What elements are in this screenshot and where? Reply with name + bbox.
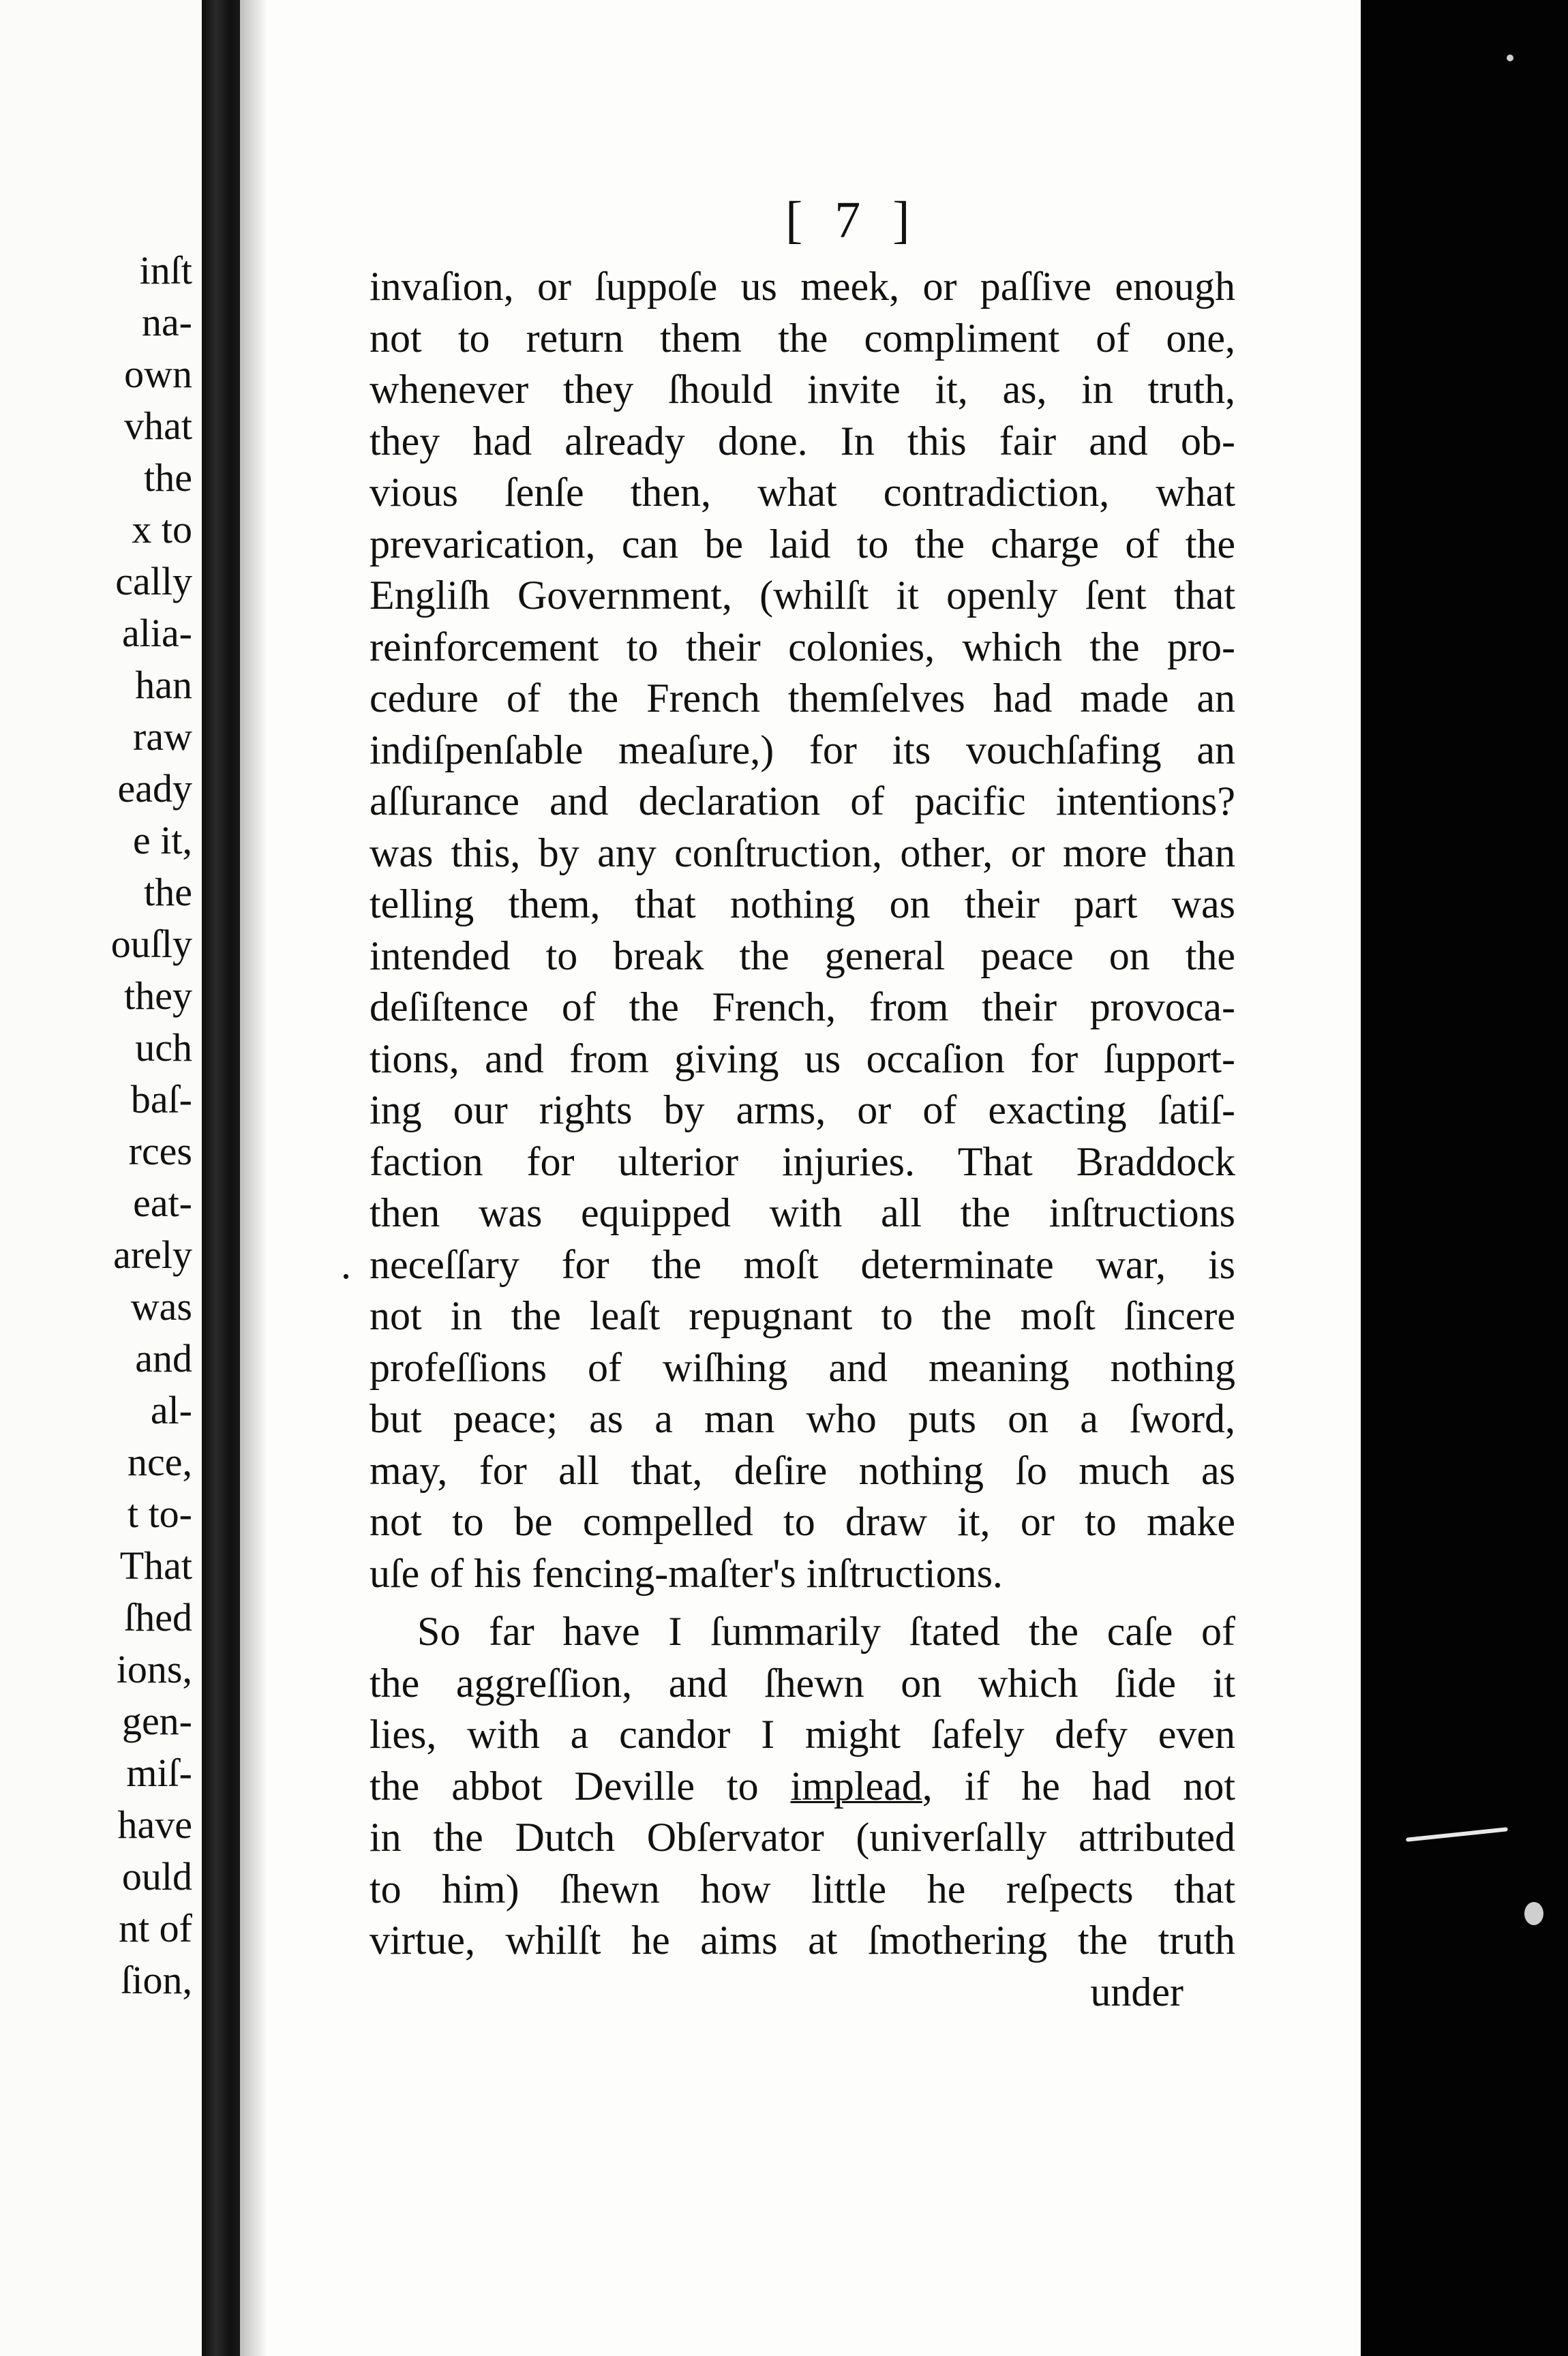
left-page-line: nce, [127,1440,192,1484]
left-page-line: t to- [127,1492,192,1536]
body-text-line: reinforcement to their colonies, which the pro- [370,624,1235,669]
left-page-line: nt of [119,1906,192,1950]
body-text-line: may, for all that, deſire nothing ſo much as [370,1447,1235,1493]
body-text-line: ing our rights by arms, or of exacting ſatiſ- [370,1087,1235,1132]
body-text-line: then was equipped with all the inſtructions [370,1190,1235,1235]
left-page-line: eady [117,766,192,811]
binding-gutter [202,0,243,2356]
left-page-line: and [135,1336,192,1380]
left-page-line: vhat [124,404,192,448]
left-page-line: x to [132,507,192,552]
body-text-line: faction for ulterior injuries. That Braddock [370,1138,1235,1184]
body-text-line: invaſion, or ſuppoſe us meek, or paſſive enough [370,264,1235,309]
left-page-line: na- [141,300,192,344]
body-text-line: virtue, whilſt he aims at ſmothering the truth [370,1918,1235,1963]
body-text-line: indiſpenſable meaſure,) for its vouchſafing an [370,727,1235,772]
body-text-line: intended to break the general peace on the [370,933,1235,978]
body-text-line: neceſſary for the moſt determinate war, is [370,1241,1235,1287]
left-page-line: raw [133,714,192,759]
body-text-line: vious ſenſe then, what contradiction, what [370,470,1235,515]
body-text-line: not in the leaſt repugnant to the moſt ſincere [370,1293,1235,1338]
left-page-line: have [117,1802,192,1847]
left-page-line: the [144,455,192,500]
left-page-line: ſhed [124,1595,192,1640]
left-page-line: rces [128,1129,192,1173]
body-text-line: to him) ſhewn how little he reſpects that [370,1866,1235,1912]
body-text-line: in the Dutch Obſervator (univerſally attributed [370,1815,1235,1860]
book-page [240,0,1361,2356]
margin-mark: . [341,1241,351,1287]
left-page-line: han [135,663,192,707]
page-number: [ 7 ] [785,192,920,249]
left-page-line: ould [121,1854,192,1899]
body-text-line: they had already done. In this fair and ob- [370,418,1235,464]
underlined-word: implead [790,1763,922,1809]
body-text-line: deſiſtence of the French, from their provoca- [370,984,1235,1029]
body-text-line: was this, by any conſtruction, other, or more than [370,830,1235,875]
left-page-line: e it, [133,818,192,862]
body-text-line: lies, with a candor I might ſafely defy even [370,1712,1235,1757]
left-page-line: cally [115,559,192,603]
scan-background [1361,0,1568,2356]
body-text-line: tions, and from giving us occaſion for ſupport- [370,1036,1235,1081]
left-page-line: miſ- [126,1751,192,1795]
left-page-line: arely [113,1233,192,1277]
left-page-line: ſion, [121,1958,192,2002]
left-page-line: ouſly [110,922,192,966]
left-page-line: ions, [116,1647,192,1691]
left-page-line: That [119,1543,192,1588]
left-page-line: they [124,973,192,1018]
previous-page-edge [0,0,202,2356]
body-text-line: not to be compelled to draw it, or to make [370,1499,1235,1544]
body-text-line: uſe of his fencing-maſter's inſtructions. [370,1550,1003,1596]
left-page-line: inſt [139,248,192,292]
body-text-line: not to return them the compliment of one, [370,315,1235,361]
catchword: under [1090,1969,1183,2014]
left-page-line: own [124,352,192,396]
left-page-line: alia- [121,611,192,655]
body-text-line: telling them, that nothing on their part was [370,881,1235,926]
body-text-line: prevarication, can be laid to the charge of the [370,521,1235,567]
body-text-line: profeſſions of wiſhing and meaning nothing [370,1344,1235,1390]
left-page-line: the [144,870,192,914]
left-page-line: al- [150,1388,192,1432]
body-text-line: So far have I ſummarily ſtated the caſe of [417,1609,1235,1654]
scan-speck [1524,1902,1543,1925]
body-text-line: the abbot Deville to implead, if he had not [370,1763,1235,1809]
left-page-line: was [130,1284,192,1329]
body-text-line: whenever they ſhould invite it, as, in truth, [370,367,1235,412]
body-text-line: Engliſh Government, (whilſt it openly ſent that [370,573,1235,618]
left-page-line: eat- [133,1181,192,1225]
left-page-line: gen- [121,1699,192,1743]
left-page-line: baſ- [130,1077,192,1121]
body-text-line: cedure of the French themſelves had made an [370,676,1235,721]
scan-speck [1507,55,1513,61]
left-page-line: uch [135,1025,192,1070]
body-text-line: aſſurance and declaration of pacific intentions? [370,779,1235,824]
body-text-line: the aggreſſion, and ſhewn on which ſide it [370,1660,1235,1706]
body-text-line: but peace; as a man who puts on a ſword, [370,1396,1235,1441]
